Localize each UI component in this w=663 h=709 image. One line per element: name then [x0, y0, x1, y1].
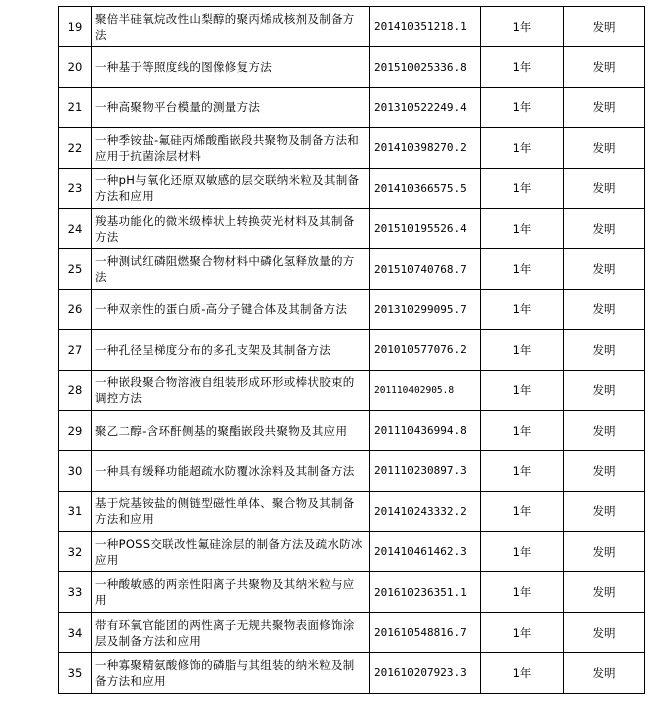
row-number: 22: [59, 128, 92, 168]
application-number: 201510025336.8: [370, 47, 481, 87]
patent-title: 一种pH与氧化还原双敏感的层交联纳米粒及其制备方法和应用: [92, 168, 370, 208]
license-term: 1年: [481, 572, 564, 612]
license-term: 1年: [481, 87, 564, 127]
table-row: [59, 612, 645, 652]
row-number: 28: [59, 370, 92, 410]
table-row: [59, 128, 645, 168]
patent-title: 羧基功能化的微米级棒状上转换荧光材料及其制备方法: [92, 208, 370, 248]
patent-title: 聚乙二醇-含环酐侧基的聚酯嵌段共聚物及其应用: [92, 410, 370, 450]
row-number: 33: [59, 572, 92, 612]
table-row: [59, 330, 645, 370]
table-row: [59, 653, 645, 693]
application-number: 201410366575.5: [370, 168, 481, 208]
patent-type: 发明: [564, 47, 645, 87]
patent-title: 一种基于等照度线的图像修复方法: [92, 47, 370, 87]
patent-table-body: [59, 7, 645, 694]
table-row: [59, 168, 645, 208]
row-number: 35: [59, 653, 92, 693]
application-number: 201410243332.2: [370, 491, 481, 531]
patent-type: 发明: [564, 7, 645, 47]
row-number: 29: [59, 410, 92, 450]
table-row: [59, 7, 645, 47]
patent-title: 一种酸敏感的两亲性阳离子共聚物及其纳米粒与应用: [92, 572, 370, 612]
patent-title: 一种嵌段聚合物溶液自组装形成环形或棒状胶束的调控方法: [92, 370, 370, 410]
license-term: 1年: [481, 451, 564, 491]
application-number: 201310299095.7: [370, 289, 481, 329]
license-term: 1年: [481, 410, 564, 450]
license-term: 1年: [481, 289, 564, 329]
application-number: 201010577076.2: [370, 330, 481, 370]
patent-type: 发明: [564, 128, 645, 168]
license-term: 1年: [481, 491, 564, 531]
license-term: 1年: [481, 612, 564, 652]
application-number: 201610548816.7: [370, 612, 481, 652]
row-number: 19: [59, 7, 92, 47]
row-number: 26: [59, 289, 92, 329]
row-number: 24: [59, 208, 92, 248]
patent-title: 一种孔径呈梯度分布的多孔支架及其制备方法: [92, 330, 370, 370]
patent-type: 发明: [564, 87, 645, 127]
application-number: 201510195526.4: [370, 208, 481, 248]
application-number: 201410351218.1: [370, 7, 481, 47]
patent-title: 一种季铵盐-氟硅丙烯酸酯嵌段共聚物及制备方法和应用于抗菌涂层材料: [92, 128, 370, 168]
patent-title: 一种寡聚精氨酸修饰的磷脂与其组装的纳米粒及制备方法和应用: [92, 653, 370, 693]
patent-type: 发明: [564, 208, 645, 248]
patent-type: 发明: [564, 451, 645, 491]
row-number: 20: [59, 47, 92, 87]
patent-title: 带有环氧官能团的两性离子无规共聚物表面修饰涂层及制备方法和应用: [92, 612, 370, 652]
application-number: 201410461462.3: [370, 532, 481, 572]
patent-type: 发明: [564, 612, 645, 652]
table-row: [59, 572, 645, 612]
application-number: 201610207923.3: [370, 653, 481, 693]
patent-type: 发明: [564, 168, 645, 208]
table-row: [59, 289, 645, 329]
table-row: [59, 249, 645, 289]
license-term: 1年: [481, 370, 564, 410]
application-number: 201410398270.2: [370, 128, 481, 168]
application-number: 201110230897.3: [370, 451, 481, 491]
row-number: 31: [59, 491, 92, 531]
license-term: 1年: [481, 128, 564, 168]
patent-type: 发明: [564, 330, 645, 370]
table-row: [59, 532, 645, 572]
patent-title: 聚倍半硅氧烷改性山梨醇的聚丙烯成核剂及制备方法: [92, 7, 370, 47]
license-term: 1年: [481, 532, 564, 572]
row-number: 21: [59, 87, 92, 127]
patent-type: 发明: [564, 572, 645, 612]
license-term: 1年: [481, 208, 564, 248]
patent-type: 发明: [564, 289, 645, 329]
license-term: 1年: [481, 330, 564, 370]
patent-title: 一种高聚物平台模量的测量方法: [92, 87, 370, 127]
patent-type: 发明: [564, 653, 645, 693]
patent-title: 一种POSS交联改性氟硅涂层的制备方法及疏水防冰应用: [92, 532, 370, 572]
patent-type: 发明: [564, 370, 645, 410]
table-row: [59, 47, 645, 87]
row-number: 34: [59, 612, 92, 652]
application-number: 201610236351.1: [370, 572, 481, 612]
row-number: 32: [59, 532, 92, 572]
patent-title: 一种双亲性的蛋白质-高分子键合体及其制备方法: [92, 289, 370, 329]
license-term: 1年: [481, 653, 564, 693]
application-number: 201310522249.4: [370, 87, 481, 127]
license-term: 1年: [481, 249, 564, 289]
license-term: 1年: [481, 7, 564, 47]
application-number: 201110402905.8: [370, 370, 481, 410]
patent-type: 发明: [564, 532, 645, 572]
table-row: [59, 451, 645, 491]
table-row: [59, 370, 645, 410]
table-row: [59, 491, 645, 531]
row-number: 25: [59, 249, 92, 289]
row-number: 27: [59, 330, 92, 370]
patent-title: 一种测试红磷阻燃聚合物材料中磷化氢释放量的方法: [92, 249, 370, 289]
application-number: 201110436994.8: [370, 410, 481, 450]
row-number: 23: [59, 168, 92, 208]
patent-type: 发明: [564, 491, 645, 531]
table-row: [59, 410, 645, 450]
patent-table: [58, 6, 645, 694]
table-row: [59, 208, 645, 248]
license-term: 1年: [481, 47, 564, 87]
patent-title: 一种具有缓释功能超疏水防覆冰涂料及其制备方法: [92, 451, 370, 491]
table-row: [59, 87, 645, 127]
license-term: 1年: [481, 168, 564, 208]
row-number: 30: [59, 451, 92, 491]
patent-type: 发明: [564, 249, 645, 289]
patent-title: 基于烷基铵盐的侧链型磁性单体、聚合物及其制备方法和应用: [92, 491, 370, 531]
patent-type: 发明: [564, 410, 645, 450]
application-number: 201510740768.7: [370, 249, 481, 289]
